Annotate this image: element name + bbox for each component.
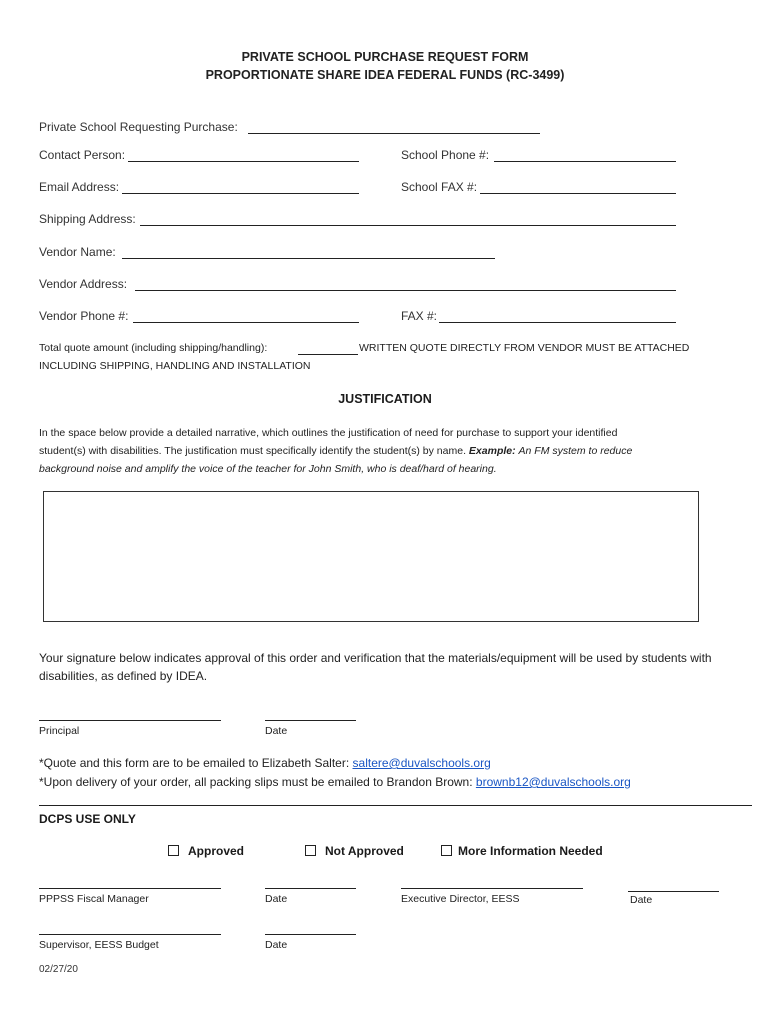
fiscal-manager-date-label: Date — [265, 893, 288, 905]
justification-textbox[interactable] — [43, 491, 699, 622]
school-phone-field[interactable] — [494, 161, 676, 162]
vendor-address-label: Vendor Address: — [39, 277, 128, 291]
quote-email-link[interactable]: saltere@duvalschools.org — [352, 756, 491, 770]
written-quote-note: WRITTEN QUOTE DIRECTLY FROM VENDOR MUST BE ATTACHED — [359, 342, 690, 354]
quote-email-text: *Quote and this form are to be emailed to Elizabeth Salter: — [39, 756, 350, 770]
exec-director-label: Executive Director, EESS — [401, 893, 520, 905]
principal-date-label: Date — [265, 725, 288, 737]
quote-email-note — [39, 756, 491, 770]
example-text: An FM system to reduce — [518, 445, 633, 457]
principal-date-line[interactable] — [265, 720, 356, 721]
revision-date: 02/27/20 — [39, 964, 78, 975]
delivery-email-note — [39, 775, 631, 789]
not-approved-option[interactable] — [305, 844, 404, 858]
shipping-address-label: Shipping Address: — [39, 212, 136, 226]
more-info-option[interactable] — [441, 844, 603, 858]
form-subtitle: PROPORTIONATE SHARE IDEA FEDERAL FUNDS (RC-3499) — [205, 68, 565, 82]
justification-instructions — [39, 424, 729, 478]
fiscal-manager-signature-line[interactable] — [39, 888, 221, 889]
private-school-field[interactable] — [248, 133, 540, 134]
form-title: PRIVATE SCHOOL PURCHASE REQUEST FORM — [241, 50, 529, 64]
dcps-use-only-heading: DCPS USE ONLY — [39, 812, 136, 826]
private-school-label: Private School Requesting Purchase: — [39, 120, 238, 134]
supervisor-signature-line[interactable] — [39, 934, 221, 935]
fax-label: FAX #: — [401, 309, 438, 323]
school-fax-field[interactable] — [480, 193, 676, 194]
supervisor-date-line[interactable] — [265, 934, 356, 935]
approved-option[interactable] — [168, 844, 244, 858]
exec-director-signature-line[interactable] — [401, 888, 583, 889]
principal-signature-line[interactable] — [39, 720, 221, 721]
contact-person-field[interactable] — [128, 161, 359, 162]
fiscal-manager-label: PPPSS Fiscal Manager — [39, 893, 149, 905]
vendor-name-field[interactable] — [122, 258, 495, 259]
fiscal-manager-date-line[interactable] — [265, 888, 356, 889]
approval-statement: Your signature below indicates approval of this order and verification that the materials/equipment will be used by students with disabilities, as defined by IDEA. — [39, 651, 712, 683]
vendor-name-label: Vendor Name: — [39, 245, 116, 259]
exec-director-date-line[interactable] — [628, 891, 719, 892]
justification-line-1: In the space below provide a detailed narrative, which outlines the justification of need for purchase to support your identified — [39, 427, 618, 439]
justification-heading: JUSTIFICATION — [338, 392, 432, 406]
justification-line-2-text: student(s) with disabilities. The justification must specifically identify the student(s) by name. — [39, 445, 466, 457]
approved-label: Approved — [188, 844, 245, 858]
email-address-field[interactable] — [122, 193, 359, 194]
example-label: Example: — [468, 445, 516, 457]
justification-line-2 — [39, 442, 729, 460]
fax-field[interactable] — [439, 322, 676, 323]
exec-director-date-label: Date — [630, 894, 653, 906]
justification-line-3: background noise and amplify the voice of the teacher for John Smith, who is deaf/hard of hearing. — [39, 463, 497, 475]
section-divider — [39, 805, 752, 806]
shipping-address-field[interactable] — [140, 225, 676, 226]
supervisor-label: Supervisor, EESS Budget — [39, 939, 159, 951]
vendor-address-field[interactable] — [135, 290, 676, 291]
principal-label: Principal — [39, 725, 80, 737]
more-info-label: More Information Needed — [458, 844, 603, 858]
school-fax-label: School FAX #: — [401, 180, 478, 194]
total-quote-label: Total quote amount (including shipping/handling): — [39, 342, 268, 354]
email-address-label: Email Address: — [39, 180, 120, 194]
not-approved-label: Not Approved — [325, 844, 404, 858]
checkbox-icon[interactable] — [305, 845, 316, 856]
vendor-phone-field[interactable] — [133, 322, 359, 323]
delivery-email-text: *Upon delivery of your order, all packing slips must be emailed to Brandon Brown: — [39, 775, 473, 789]
checkbox-icon[interactable] — [168, 845, 179, 856]
delivery-email-link[interactable]: brownb12@duvalschools.org — [475, 775, 631, 789]
school-phone-label: School Phone #: — [401, 148, 490, 162]
including-note: INCLUDING SHIPPING, HANDLING AND INSTALLATION — [39, 360, 311, 372]
supervisor-date-label: Date — [265, 939, 288, 951]
total-quote-field[interactable] — [298, 354, 358, 355]
checkbox-icon[interactable] — [441, 845, 452, 856]
contact-person-label: Contact Person: — [39, 148, 126, 162]
vendor-phone-label: Vendor Phone #: — [39, 309, 129, 323]
